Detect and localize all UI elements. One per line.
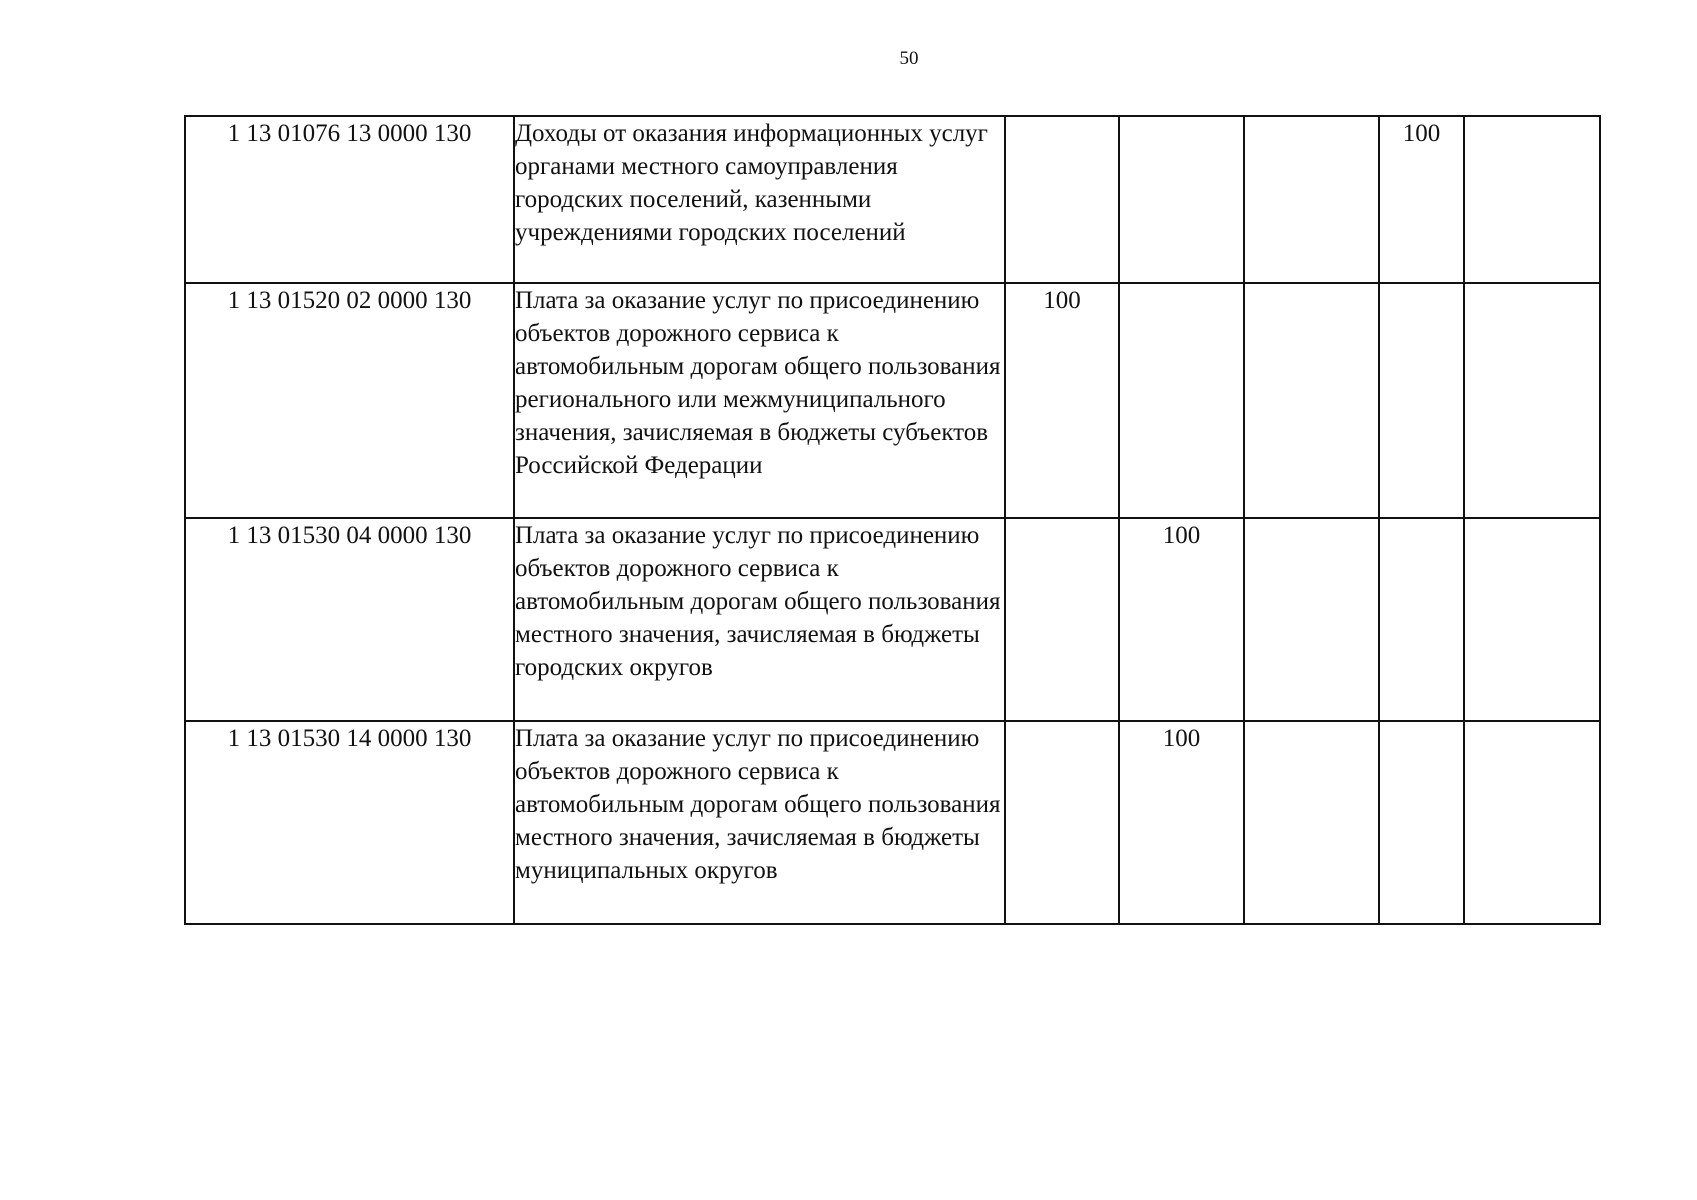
value-cell	[1244, 518, 1379, 721]
table-row	[185, 721, 1600, 924]
table-row	[185, 116, 1600, 283]
value-cell	[1119, 283, 1244, 518]
value-cell	[1464, 116, 1600, 283]
revenue-code: 1 13 01530 04 0000 130	[185, 518, 514, 721]
revenue-name: Плата за оказание услуг по присоединению объектов дорожного сервиса к автомобильным дорогам общего пользования местного значения, зачисляемая в бюджеты городских округов	[514, 518, 1005, 721]
value-cell	[1379, 721, 1464, 924]
value-cell	[1464, 283, 1600, 518]
value-cell	[1005, 518, 1119, 721]
value-cell: 100	[1119, 721, 1244, 924]
page-number: 50	[899, 48, 919, 69]
value-cell	[1119, 116, 1244, 283]
value-cell	[1379, 518, 1464, 721]
revenue-name: Плата за оказание услуг по присоединению объектов дорожного сервиса к автомобильным дорогам общего пользования регионального или межмуниципального значения, зачисляемая в бюджеты субъектов Российской Федерации	[514, 283, 1005, 518]
value-cell: 100	[1119, 518, 1244, 721]
value-cell: 100	[1005, 283, 1119, 518]
value-cell: 100	[1379, 116, 1464, 283]
value-cell	[1244, 283, 1379, 518]
value-cell	[1464, 518, 1600, 721]
revenue-code: 1 13 01076 13 0000 130	[185, 116, 514, 283]
revenue-name: Плата за оказание услуг по присоединению объектов дорожного сервиса к автомобильным дорогам общего пользования местного значения, зачисляемая в бюджеты муниципальных округов	[514, 721, 1005, 924]
value-cell	[1379, 283, 1464, 518]
value-cell	[1005, 721, 1119, 924]
revenue-distribution-table	[184, 115, 1601, 925]
value-cell	[1464, 721, 1600, 924]
value-cell	[1005, 116, 1119, 283]
value-cell	[1244, 116, 1379, 283]
revenue-code: 1 13 01520 02 0000 130	[185, 283, 514, 518]
value-cell	[1244, 721, 1379, 924]
table-row	[185, 518, 1600, 721]
revenue-code: 1 13 01530 14 0000 130	[185, 721, 514, 924]
table-row	[185, 283, 1600, 518]
revenue-name: Доходы от оказания информационных услуг органами местного самоуправления городских поселений, казенными учреждениями городских поселений	[514, 116, 1005, 283]
